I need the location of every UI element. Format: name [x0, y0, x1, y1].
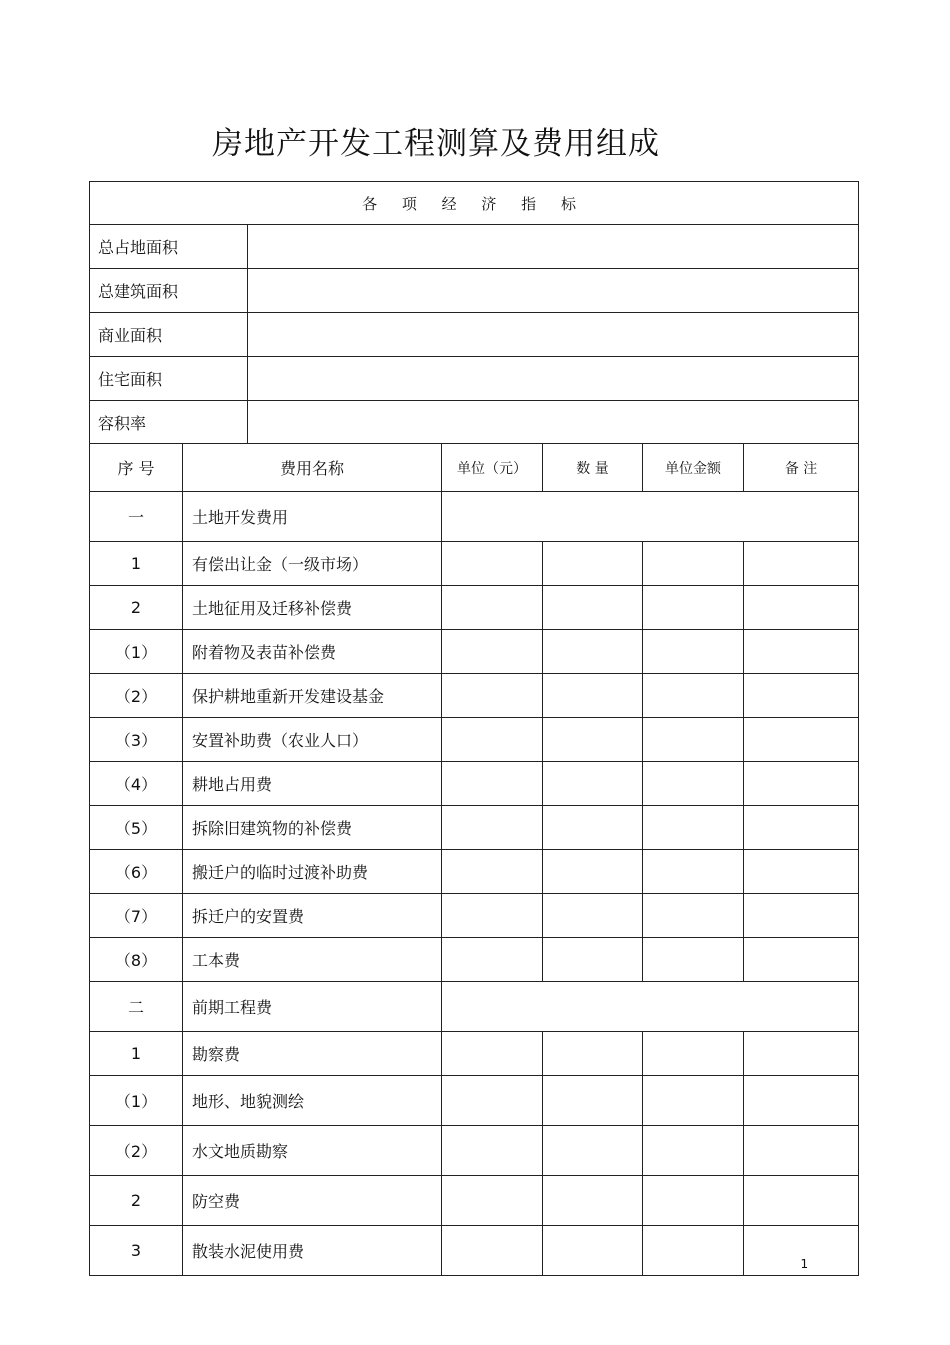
remark-cell — [744, 850, 859, 894]
table-row — [90, 674, 859, 718]
section-blank-cell — [442, 982, 859, 1032]
row-seq: （7） — [90, 894, 183, 938]
unit-cell — [442, 1126, 543, 1176]
remark-cell — [744, 630, 859, 674]
remark-cell — [744, 938, 859, 982]
unit-price-cell — [643, 894, 744, 938]
qty-cell — [543, 1076, 643, 1126]
row-name: 勘察费 — [183, 1032, 442, 1076]
row-name: 地形、地貌测绘 — [183, 1076, 442, 1126]
remark-cell — [744, 1226, 859, 1276]
row-name: 工本费 — [183, 938, 442, 982]
row-name: 土地征用及迁移补偿费 — [183, 586, 442, 630]
section-row — [90, 982, 859, 1032]
row-seq: 3 — [90, 1226, 183, 1276]
indicator-label: 容积率 — [90, 401, 248, 444]
row-seq: 2 — [90, 1176, 183, 1226]
table-row — [90, 850, 859, 894]
indicator-value — [248, 357, 859, 401]
row-name: 水文地质勘察 — [183, 1126, 442, 1176]
table-row — [90, 1226, 859, 1276]
row-seq: （2） — [90, 674, 183, 718]
unit-price-cell — [643, 762, 744, 806]
indicator-row — [90, 225, 859, 269]
unit-price-cell — [643, 718, 744, 762]
qty-cell — [543, 674, 643, 718]
row-name: 搬迁户的临时过渡补助费 — [183, 850, 442, 894]
unit-cell — [442, 1076, 543, 1126]
row-name: 拆除旧建筑物的补偿费 — [183, 806, 442, 850]
unit-cell — [442, 718, 543, 762]
table-row — [90, 630, 859, 674]
row-name: 附着物及表苗补偿费 — [183, 630, 442, 674]
indicator-row — [90, 357, 859, 401]
qty-cell — [543, 1032, 643, 1076]
row-seq: 二 — [90, 982, 183, 1032]
row-seq: （4） — [90, 762, 183, 806]
qty-cell — [543, 718, 643, 762]
table-row — [90, 894, 859, 938]
section-header: 各 项 经 济 指 标 — [90, 182, 859, 225]
unit-cell — [442, 586, 543, 630]
unit-price-cell — [643, 586, 744, 630]
row-seq: 1 — [90, 1032, 183, 1076]
unit-price-cell — [643, 1126, 744, 1176]
table-row — [90, 938, 859, 982]
table-row — [90, 1126, 859, 1176]
page-title: 房地产开发工程测算及费用组成 — [212, 126, 660, 162]
qty-cell — [543, 850, 643, 894]
row-seq: （1） — [90, 630, 183, 674]
indicator-value — [248, 313, 859, 357]
indicator-value — [248, 225, 859, 269]
remark-cell — [744, 1176, 859, 1226]
row-seq: 2 — [90, 586, 183, 630]
unit-price-cell — [643, 1226, 744, 1276]
unit-price-cell — [643, 1032, 744, 1076]
qty-cell — [543, 586, 643, 630]
col-header-seq: 序 号 — [90, 444, 183, 492]
col-header-remark: 备 注 — [744, 444, 859, 492]
row-name: 散装水泥使用费 — [183, 1226, 442, 1276]
col-header-name: 费用名称 — [183, 444, 442, 492]
unit-price-cell — [643, 850, 744, 894]
row-seq: （1） — [90, 1076, 183, 1126]
unit-price-cell — [643, 674, 744, 718]
section-row — [90, 492, 859, 542]
row-name: 土地开发费用 — [183, 492, 442, 542]
unit-cell — [442, 1032, 543, 1076]
table-row — [90, 542, 859, 586]
row-seq: （2） — [90, 1126, 183, 1176]
table-row — [90, 586, 859, 630]
unit-price-cell — [643, 630, 744, 674]
unit-cell — [442, 1226, 543, 1276]
unit-cell — [442, 630, 543, 674]
remark-cell — [744, 586, 859, 630]
row-name: 有偿出让金（一级市场） — [183, 542, 442, 586]
indicator-label: 商业面积 — [90, 313, 248, 357]
indicator-label: 住宅面积 — [90, 357, 248, 401]
qty-cell — [543, 630, 643, 674]
col-header-unit: 单位（元） — [442, 444, 543, 492]
remark-cell — [744, 1076, 859, 1126]
row-name: 保护耕地重新开发建设基金 — [183, 674, 442, 718]
table-row — [90, 806, 859, 850]
table-row — [90, 718, 859, 762]
row-name: 耕地占用费 — [183, 762, 442, 806]
row-seq: 一 — [90, 492, 183, 542]
table-row — [90, 762, 859, 806]
table-row — [90, 1032, 859, 1076]
page-number: 1 — [800, 1257, 809, 1271]
qty-cell — [543, 938, 643, 982]
unit-cell — [442, 938, 543, 982]
unit-cell — [442, 542, 543, 586]
indicator-row — [90, 269, 859, 313]
row-name: 前期工程费 — [183, 982, 442, 1032]
qty-cell — [543, 806, 643, 850]
unit-cell — [442, 850, 543, 894]
indicator-label: 总占地面积 — [90, 225, 248, 269]
unit-cell — [442, 762, 543, 806]
unit-cell — [442, 674, 543, 718]
unit-cell — [442, 894, 543, 938]
column-header-row — [90, 444, 859, 492]
qty-cell — [543, 894, 643, 938]
remark-cell — [744, 718, 859, 762]
section-blank-cell — [442, 492, 859, 542]
remark-cell — [744, 674, 859, 718]
cost-table — [89, 181, 859, 1276]
row-name: 防空费 — [183, 1176, 442, 1226]
table-row — [90, 1176, 859, 1226]
remark-cell — [744, 762, 859, 806]
remark-cell — [744, 1126, 859, 1176]
row-name: 安置补助费（农业人口） — [183, 718, 442, 762]
col-header-qty: 数 量 — [543, 444, 643, 492]
qty-cell — [543, 762, 643, 806]
remark-cell — [744, 806, 859, 850]
unit-cell — [442, 1176, 543, 1226]
row-seq: （3） — [90, 718, 183, 762]
remark-cell — [744, 1032, 859, 1076]
qty-cell — [543, 1126, 643, 1176]
unit-price-cell — [643, 1176, 744, 1226]
remark-cell — [744, 894, 859, 938]
table-row — [90, 1076, 859, 1126]
unit-cell — [442, 806, 543, 850]
col-header-unit-price: 单位金额 — [643, 444, 744, 492]
indicator-value — [248, 269, 859, 313]
indicator-row — [90, 313, 859, 357]
qty-cell — [543, 1226, 643, 1276]
row-seq: （8） — [90, 938, 183, 982]
section-header-row — [90, 182, 859, 225]
indicator-label: 总建筑面积 — [90, 269, 248, 313]
indicator-row — [90, 401, 859, 444]
qty-cell — [543, 1176, 643, 1226]
unit-price-cell — [643, 1076, 744, 1126]
qty-cell — [543, 542, 643, 586]
unit-price-cell — [643, 938, 744, 982]
row-seq: （5） — [90, 806, 183, 850]
unit-price-cell — [643, 806, 744, 850]
row-seq: 1 — [90, 542, 183, 586]
unit-price-cell — [643, 542, 744, 586]
remark-cell — [744, 542, 859, 586]
indicator-value — [248, 401, 859, 444]
row-name: 拆迁户的安置费 — [183, 894, 442, 938]
row-seq: （6） — [90, 850, 183, 894]
